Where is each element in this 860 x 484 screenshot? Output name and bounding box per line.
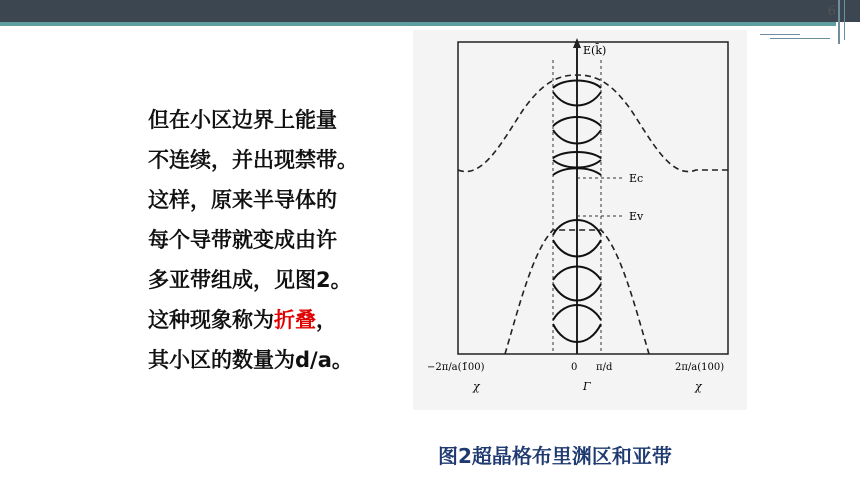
upper-dashed-band: [458, 75, 728, 172]
decor-line: [770, 38, 830, 39]
highlight-term: 折叠: [274, 308, 316, 332]
body-line: 其小区的数量为d/a。: [148, 348, 353, 372]
band-diagram: [413, 30, 747, 410]
tick-label: 0: [571, 362, 578, 373]
decor-line: [838, 0, 840, 44]
figure-caption: 图2超晶格布里渊区和亚带: [438, 444, 672, 468]
symmetry-point-label: Γ: [583, 380, 591, 393]
title-bar: [0, 0, 860, 22]
body-text-segment: ，: [316, 308, 337, 332]
symmetry-point-label: χ: [695, 380, 702, 393]
ec-label: Ec: [629, 172, 644, 185]
tick-label: −2π/a(1̄00): [427, 362, 485, 373]
decor-line: [844, 0, 845, 40]
band-diagram-figure: [413, 30, 747, 410]
title-bar-accent: [0, 22, 836, 26]
tick-label: 2π/a(100): [675, 362, 725, 373]
y-axis-label: E(k̄): [583, 44, 607, 57]
body-line: 但在小区边界上能量: [148, 108, 337, 132]
body-line: 多亚带组成，见图2。: [148, 268, 352, 292]
body-line: [148, 300, 398, 340]
decor-line: [760, 34, 800, 35]
body-line: 每个导带就变成由许: [148, 228, 337, 252]
body-line: 不连续，并出现禁带。: [148, 148, 358, 172]
body-text-segment: 这种现象称为: [148, 308, 274, 332]
axis-arrow-icon: [573, 38, 581, 48]
body-text: [148, 100, 398, 380]
slide-number: 6: [827, 4, 836, 19]
body-line: 这样，原来半导体的: [148, 188, 337, 212]
plot-frame: [458, 42, 728, 354]
tick-label: π/d: [596, 362, 613, 373]
symmetry-point-label: χ: [473, 380, 480, 393]
ev-label: Ev: [629, 210, 644, 223]
